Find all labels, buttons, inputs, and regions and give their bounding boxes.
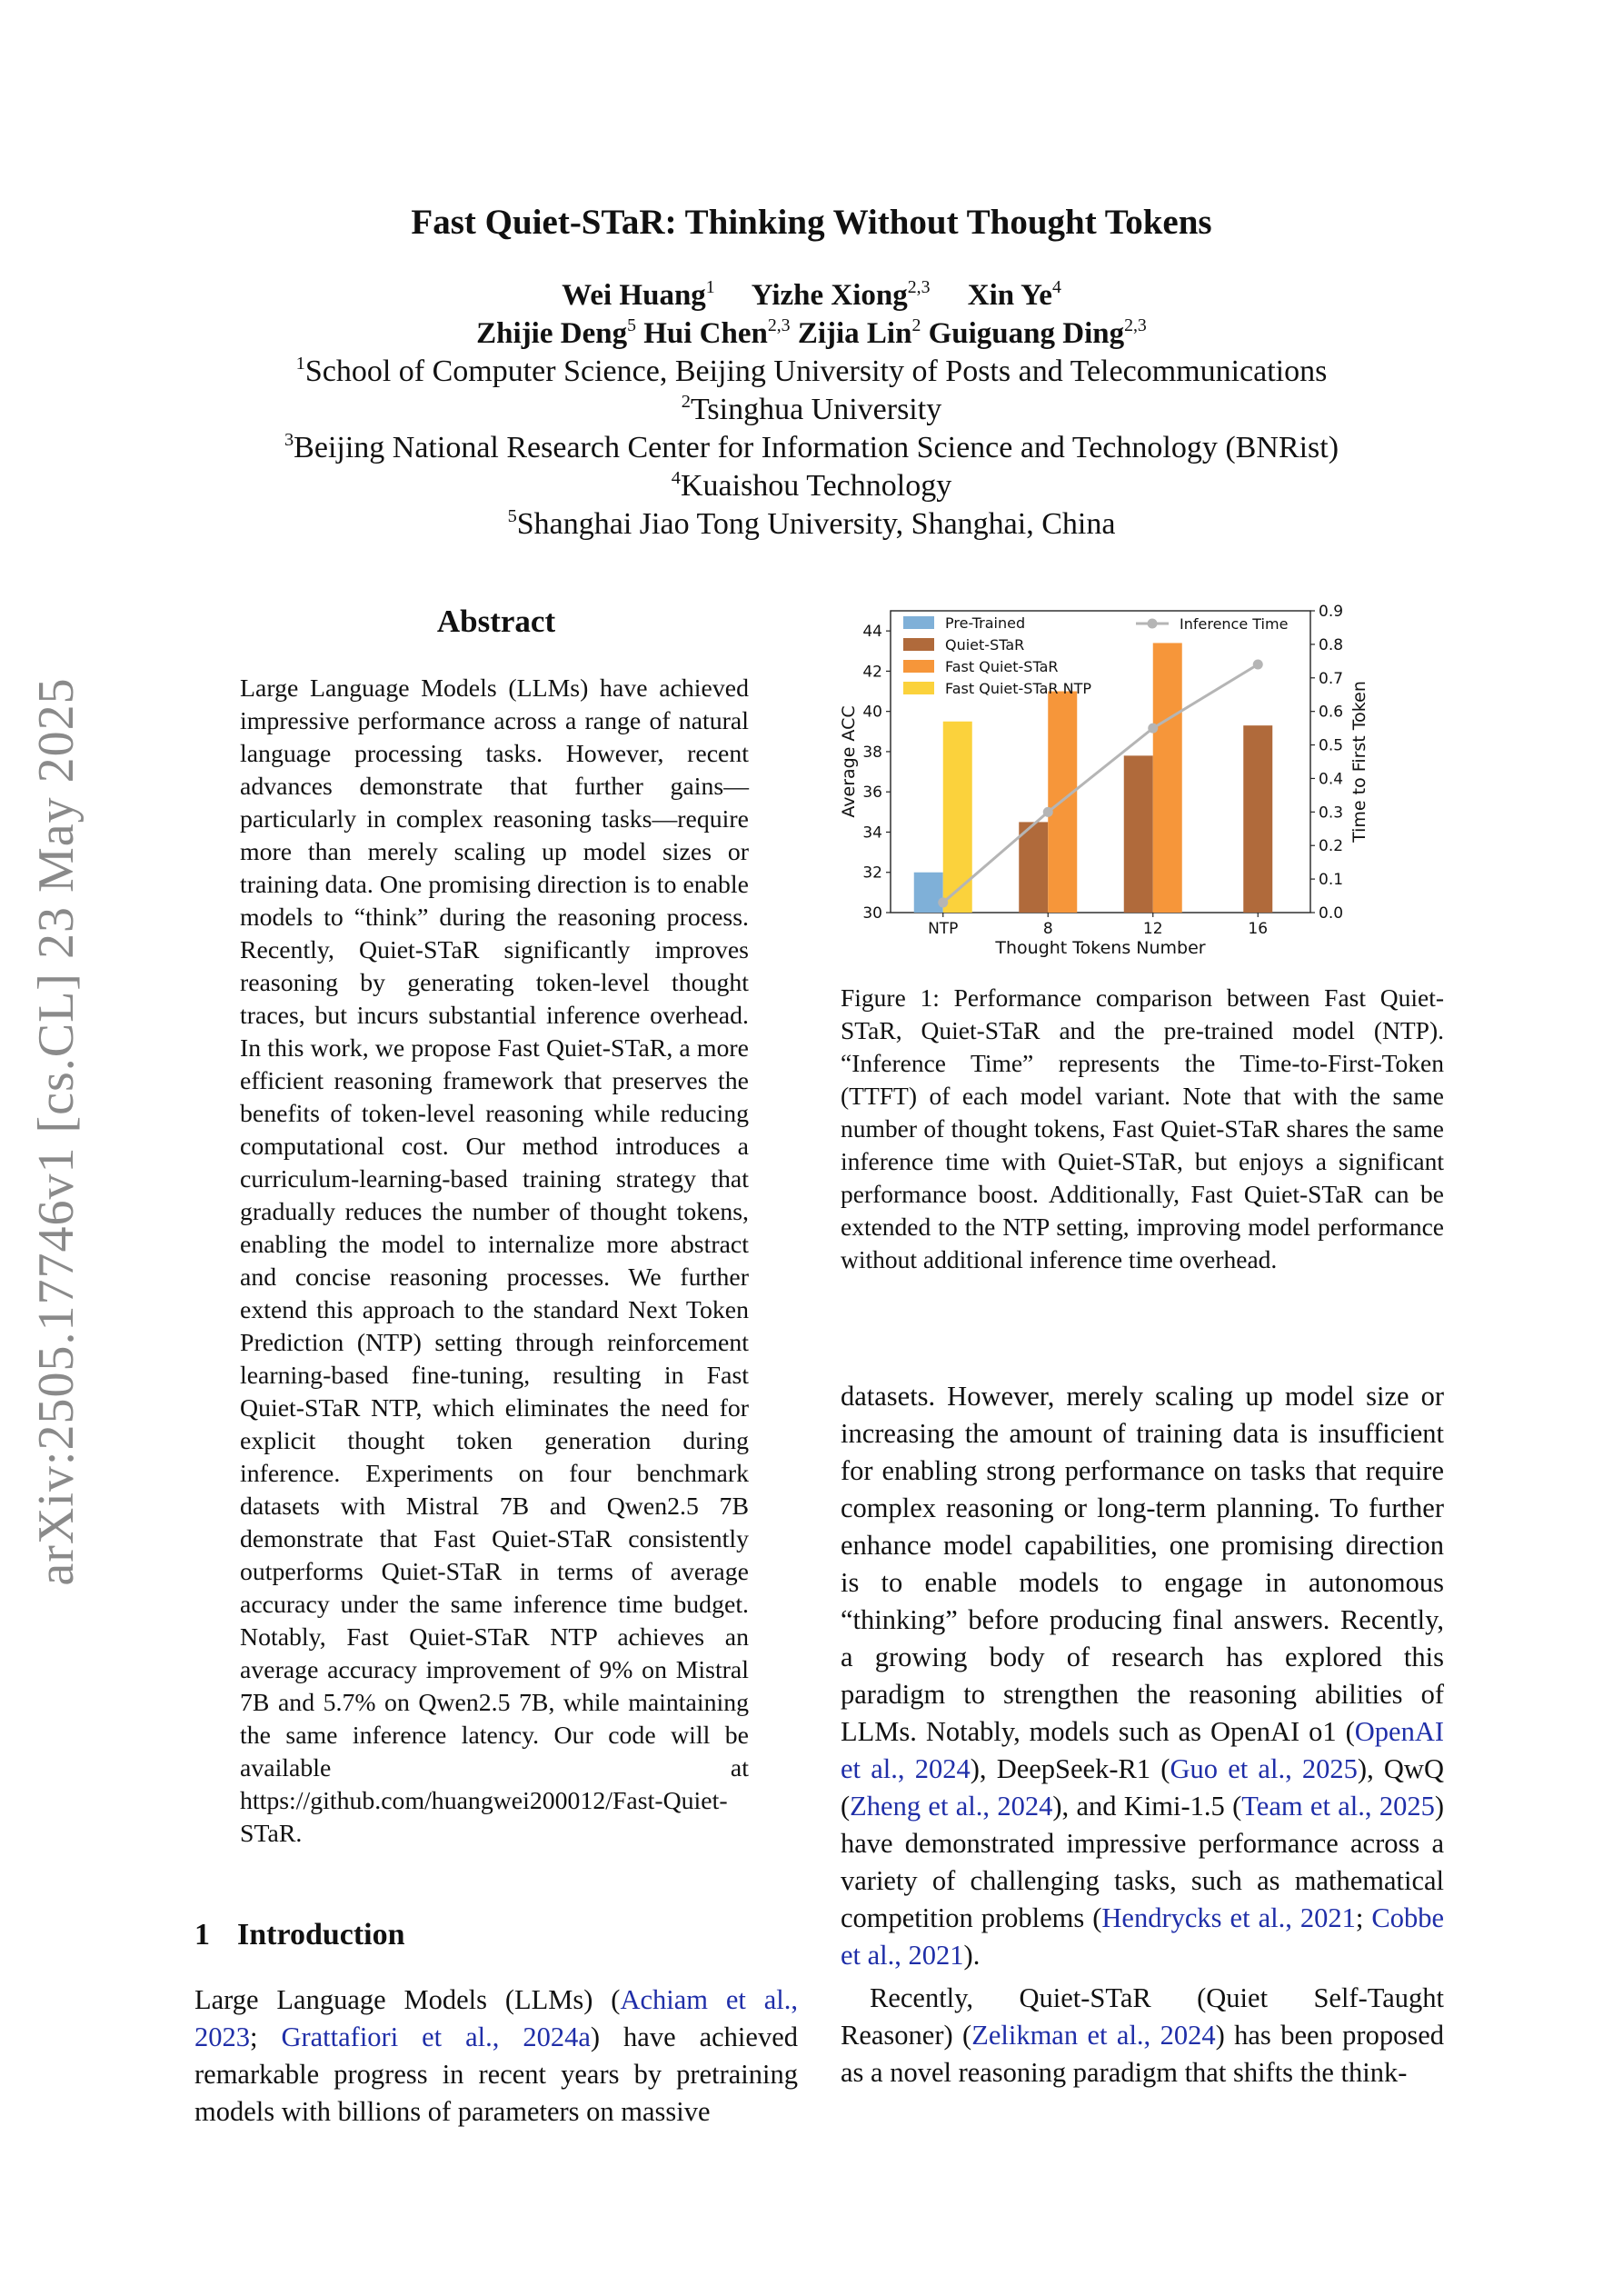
y-axis-label: Average ACC: [839, 705, 859, 818]
y2-tick-label: 0.4: [1319, 770, 1344, 789]
citation-link[interactable]: Achiam et al., 2023: [194, 1984, 798, 2052]
right-column-text: [841, 1378, 1444, 2091]
inference-time-line: [943, 664, 1259, 903]
legend-swatch: [903, 638, 934, 651]
bar-quiet-star: [1243, 725, 1272, 913]
y-tick-label: 44: [862, 623, 882, 642]
citation-link[interactable]: Cobbe et al., 2021: [841, 1902, 1444, 1971]
legend-label: Fast Quiet-STaR NTP: [945, 680, 1091, 697]
x-tick-label: 12: [1142, 920, 1163, 938]
citation-link[interactable]: Hendrycks et al., 2021: [1101, 1902, 1356, 1933]
legend-label: Fast Quiet-STaR: [945, 658, 1059, 675]
author: Wei Huang$^1$: [562, 277, 715, 312]
section-number: 1: [194, 1918, 210, 1952]
author: Hui Chen$^{2,3}$: [643, 315, 791, 350]
y2-tick-label: 0.7: [1319, 669, 1344, 688]
inference-time-point: [1148, 724, 1158, 734]
affiliation: $^3$Beijing National Research Center for Information Science and Technology (BNRist): [284, 429, 1339, 464]
x-axis-label: Thought Tokens Number: [995, 938, 1206, 958]
affiliations: [0, 353, 1623, 544]
legend-label: Pre-Trained: [945, 614, 1026, 632]
citation-link[interactable]: Guo et al., 2025: [1170, 1753, 1358, 1784]
legend-swatch: [903, 660, 934, 673]
bar-quiet-star: [1124, 755, 1153, 913]
citation-link[interactable]: Zelikman et al., 2024: [971, 2020, 1216, 2051]
author: Yizhe Xiong$^{2,3}$: [751, 277, 931, 312]
y2-tick-label: 0.0: [1319, 904, 1344, 923]
y-tick-label: 40: [862, 703, 882, 722]
author: Xin Ye$^4$: [967, 277, 1061, 312]
y2-axis-label: Time to First Token: [1349, 681, 1369, 843]
legend-line-marker: [1148, 619, 1158, 629]
y2-tick-label: 0.6: [1319, 703, 1344, 722]
citation-link[interactable]: OpenAI et al., 2024: [841, 1716, 1444, 1784]
legend-swatch: [903, 682, 934, 694]
section-heading-introduction: [194, 1918, 433, 1952]
y2-tick-label: 0.1: [1319, 871, 1344, 890]
arxiv-identifier: arXiv:2505.17746v1 [cs.CL] 23 May 2025: [28, 677, 85, 1586]
x-tick-label: 16: [1248, 920, 1269, 938]
inference-time-point: [1253, 660, 1263, 670]
citation-link[interactable]: Zheng et al., 2024: [850, 1791, 1053, 1822]
legend-label: Inference Time: [1180, 615, 1289, 633]
citation-link[interactable]: Grattafiori et al., 2024a: [281, 2021, 591, 2052]
y2-tick-label: 0.5: [1319, 736, 1344, 755]
section-title: Introduction: [237, 1918, 405, 1952]
bar-fast-quiet-star: [1153, 643, 1182, 913]
bar-fast-quiet-star-ntp: [943, 722, 972, 913]
bar-quiet-star: [1019, 822, 1048, 913]
y-tick-label: 38: [862, 743, 882, 762]
introduction-paragraph: Large Language Models (LLMs) (Achiam et al., 2023; Grattafiori et al., 2024a) have achieved remarkable progress in recent years by pretraining models with billions of parameters on massive: [194, 1984, 798, 2127]
figure-1-chart: [836, 602, 1450, 965]
inference-time-point: [938, 897, 948, 907]
author: Zhijie Deng$^5$: [476, 315, 636, 350]
paper-title: Fast Quiet-STaR: Thinking Without Thought Tokens: [411, 203, 1212, 242]
legend-swatch: [903, 616, 934, 629]
affiliation: $^4$Kuaishou Technology: [671, 467, 952, 503]
inference-time-point: [1043, 807, 1053, 817]
authors-line-2: [0, 314, 1623, 353]
affiliation: $^1$School of Computer Science, Beijing University of Posts and Telecommunications: [295, 353, 1328, 388]
y-tick-label: 36: [862, 784, 882, 803]
y2-tick-label: 0.3: [1319, 804, 1344, 823]
paragraph: datasets. However, merely scaling up model size or increasing the amount of training data is insufficient for enabling strong performance on tasks that require complex reasoning or long-term planning. To further enhance model capabilities, one promising direction is to enable models to engage in autonomous “thinking” before producing final answers. Recently, a growing body of research has explored this paradigm to strengthen the reasoning abilities of LLMs. Notably, models such as OpenAI o1 (OpenAI et al., 2024), DeepSeek-R1 (Guo et al., 2025), QwQ (Zheng et al., 2024), and Kimi-1.5 (Team et al., 2025) have demonstrated impressive performance across a variety of challenging tasks, such as mathematical competition problems (Hendrycks et al., 2021; Cobbe et al., 2021).: [841, 1381, 1444, 1971]
y2-tick-label: 0.8: [1319, 635, 1344, 654]
y2-tick-label: 0.9: [1319, 603, 1344, 621]
paragraph: Recently, Quiet-STaR (Quiet Self-Taught Reasoner) (Zelikman et al., 2024) has been proposed as a novel reasoning paradigm that shifts the think-: [841, 1982, 1444, 2088]
abstract-text: Large Language Models (LLMs) have achieved impressive performance across a range of natural language processing tasks. However, recent advances demonstrate that further gains—particularly in complex reasoning tasks—require more than merely scaling up model sizes or training data. One promising direction is to enable models to “think” during the reasoning process. Recently, Quiet-STaR significantly improves reasoning by generating token-level thought traces, but incurs substantial inference overhead. In this work, we propose Fast Quiet-STaR, a more efficient reasoning framework that preserves the benefits of token-level reasoning while reducing computational cost. Our method introduces a curriculum-learning-based training strategy that gradually reduces the number of thought tokens, enabling the model to internalize more abstract and concise reasoning processes. We further extend this approach to the standard Next Token Prediction (NTP) setting through reinforcement learning-based fine-tuning, resulting in Fast Quiet-STaR NTP, which eliminates the need for explicit thought token generation during inference. Experiments on four benchmark datasets with Mistral 7B and Qwen2.5 7B demonstrate that Fast Quiet-STaR consistently outperforms Quiet-STaR in terms of average accuracy under the same inference time budget. Notably, Fast Quiet-STaR NTP achieves an average accuracy improvement of 9% on Mistral 7B and 5.7% on Qwen2.5 7B, while maintaining the same inference latency. Our code will be available at https://github.com/huangwei200012/Fast-Quiet-STaR.: [240, 674, 749, 1848]
y2-tick-label: 0.2: [1319, 837, 1344, 856]
author: Zijia Lin$^2$: [797, 315, 921, 350]
figure-1-caption: Figure 1: Performance comparison between Fast Quiet-STaR, Quiet-STaR and the pre-trained model (NTP). “Inference Time” represents the Time-to-First-Token (TTFT) of each model variant. Note that with the same number of thought tokens, Fast Quiet-STaR shares the same inference time with Quiet-STaR, but enjoys a significant performance boost. Additionally, Fast Quiet-STaR can be extended to the NTP setting, improving model performance without additional inference time overhead.: [841, 983, 1444, 1273]
y-tick-label: 42: [862, 663, 882, 682]
y-tick-label: 32: [862, 863, 882, 883]
legend-label: Quiet-STaR: [945, 636, 1025, 654]
x-tick-label: 8: [1042, 920, 1053, 938]
abstract-heading: Abstract: [436, 604, 556, 639]
x-tick-label: NTP: [928, 920, 959, 938]
affiliation: $^2$Tsinghua University: [681, 391, 942, 426]
author: Guiguang Ding$^{2,3}$: [928, 315, 1147, 350]
bar-pre-trained: [914, 873, 943, 913]
y-tick-label: 34: [862, 824, 882, 843]
y-tick-label: 30: [862, 904, 882, 923]
citation-link[interactable]: Team et al., 2025: [1241, 1791, 1435, 1822]
authors-line-1: [0, 276, 1623, 314]
affiliation: $^5$Shanghai Jiao Tong University, Shanghai, China: [507, 505, 1116, 541]
